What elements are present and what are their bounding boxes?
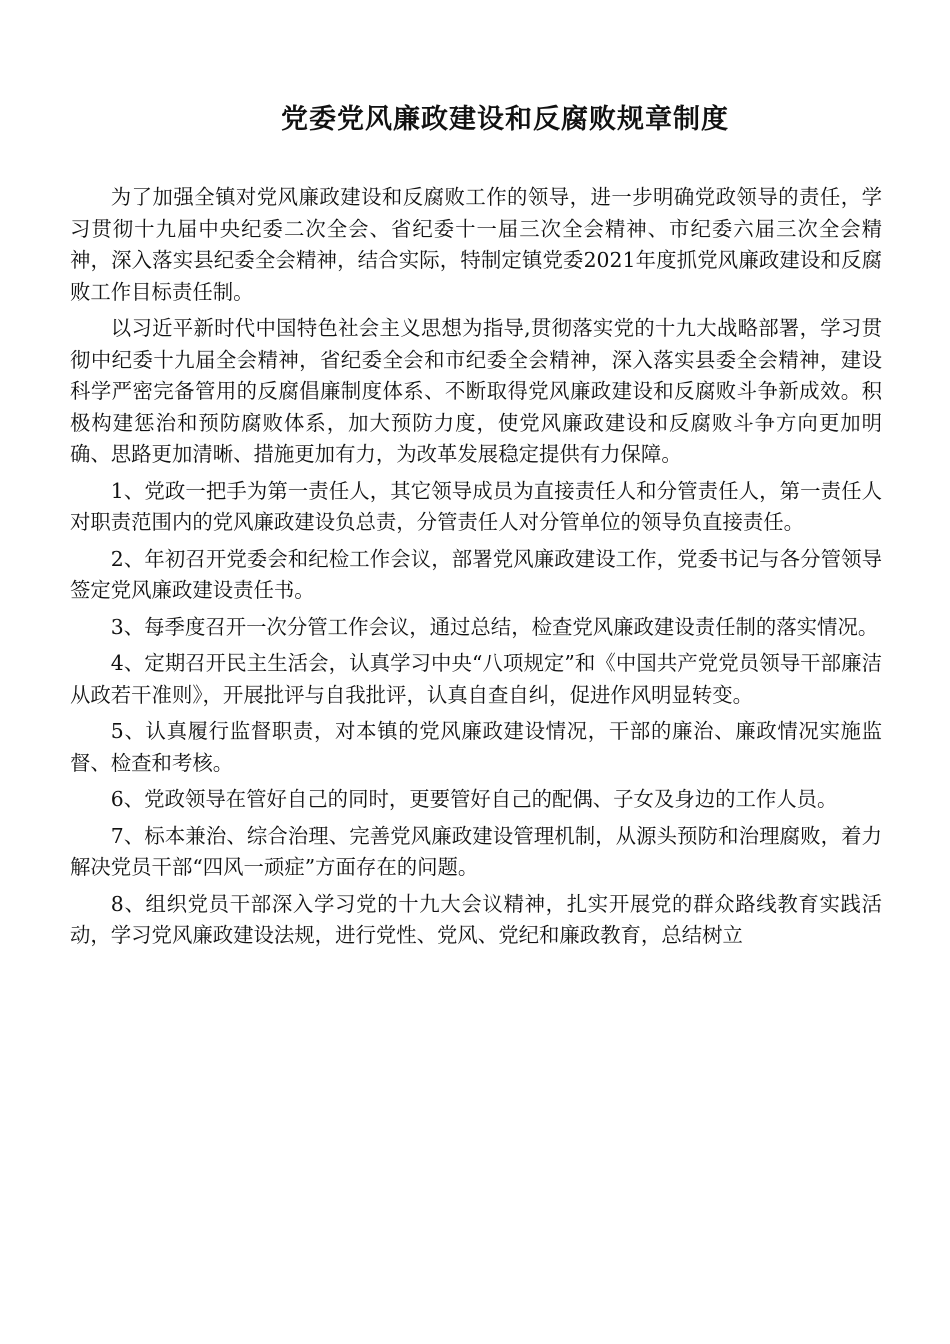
paragraph-item-8: 8、组织党员干部深入学习党的十九大会议精神，扎实开展党的群众路线教育实践活动，学习党风廉政建设法规，进行党性、党风、党纪和廉政教育，总结树立 (70, 891, 882, 947)
paragraph-guiding-ideology: 以习近平新时代中国特色社会主义思想为指导,贯彻落实党的十九大战略部署，学习贯彻中纪委十九届全会精神，省纪委全会和市纪委全会精神，深入落实县委全会精神，建设科学严密完备管用的反腐倡廉制度体系、不断取得党风廉政建设和反腐败斗争新成效。积极构建惩治和预防腐败体系，加大预防力度，使党风廉政建设和反腐败斗争方向更加明确、思路更加清晰、措施更加有力，为改革发展稳定提供有力保障。 (70, 316, 882, 466)
paragraph-item-7: 7、标本兼治、综合治理、完善党风廉政建设管理机制，从源头预防和治理腐败，着力解决党员干部“四风一顽症”方面存在的问题。 (70, 823, 882, 879)
paragraph-intro: 为了加强全镇对党风廉政建设和反腐败工作的领导，进一步明确党政领导的责任，学习贯彻十九届中央纪委二次全会、省纪委十一届三次全会精神、市纪委六届三次全会精神，深入落实县纪委全会精神，结合实际，特制定镇党委2021年度抓党风廉政建设和反腐败工作目标责任制。 (70, 185, 882, 304)
document-body (70, 182, 882, 957)
paragraph-item-1: 1、党政一把手为第一责任人，其它领导成员为直接责任人和分管责任人，第一责任人对职责范围内的党风廉政建设负总责，分管责任人对分管单位的领导负直接责任。 (70, 478, 882, 534)
paragraph-item-2: 2、年初召开党委会和纪检工作会议，部署党风廉政建设工作，党委书记与各分管领导签定党风廉政建设责任书。 (70, 546, 882, 602)
paragraph-item-3: 3、每季度召开一次分管工作会议，通过总结，检查党风廉政建设责任制的落实情况。 (110, 614, 879, 639)
paragraph-item-6: 6、党政领导在管好自己的同时，更要管好自己的配偶、子女及身边的工作人员。 (110, 787, 838, 811)
document-title: 党委党风廉政建设和反腐败规章制度 (281, 104, 729, 135)
paragraph-item-5: 5、认真履行监督职责，对本镇的党风廉政建设情况，干部的廉治、廉政情况实施监督、检查和考核。 (70, 719, 882, 775)
paragraph-item-4: 4、定期召开民主生活会，认真学习中央“八项规定”和《中国共产党党员领导干部廉洁从政若干准则》，开展批评与自我批评，认真自查自纠，促进作风明显转变。 (70, 651, 882, 707)
